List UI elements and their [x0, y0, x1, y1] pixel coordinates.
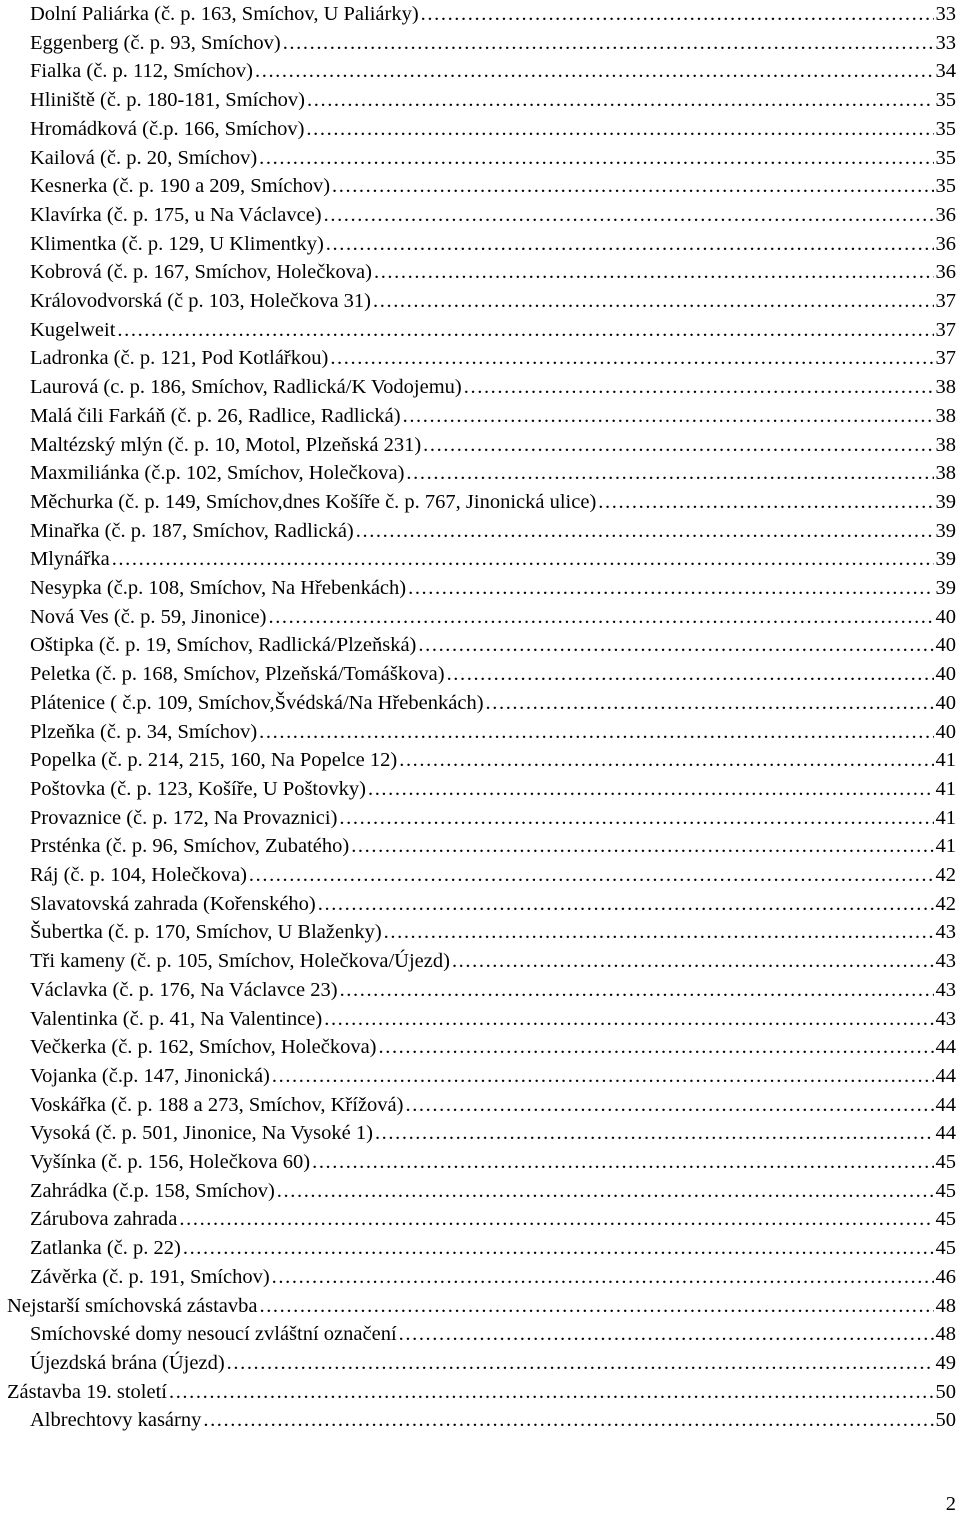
toc-entry[interactable]	[30, 804, 956, 833]
toc-entry-title: Mlynářka	[30, 548, 110, 571]
toc-entry-title: Minařka (č. p. 187, Smíchov, Radlická)	[30, 519, 354, 542]
toc-entry-title: Zástavba 19. století	[7, 1380, 167, 1403]
toc-entry-title: Nesypka (č.p. 108, Smíchov, Na Hřebenkách)	[30, 577, 407, 599]
toc-entry-page: 44	[935, 1036, 956, 1059]
toc-entry[interactable]	[30, 1205, 956, 1234]
toc-entry-title: Slavatovská zahrada (Kořenského)	[30, 892, 316, 915]
toc-dot-leader	[272, 1062, 934, 1091]
toc-entry[interactable]	[30, 574, 956, 603]
toc-dot-leader	[183, 1234, 934, 1263]
toc-entry-title: Zahrádka (č.p. 158, Smíchov)	[30, 1179, 275, 1202]
toc-entry[interactable]	[30, 1005, 956, 1034]
toc-entry[interactable]	[30, 402, 956, 431]
toc-entry[interactable]	[30, 832, 956, 861]
toc-dot-leader	[259, 1292, 933, 1321]
toc-entry-title: Ladronka (č. p. 121, Pod Kotlářkou)	[30, 347, 329, 370]
toc-dot-leader	[356, 517, 934, 546]
toc-dot-leader	[272, 1263, 934, 1292]
toc-entry-page: 43	[935, 978, 956, 1001]
toc-entry-title: Večkerka (č. p. 162, Smíchov, Holečkova)	[30, 1036, 377, 1059]
toc-entry-title: Provaznice (č. p. 172, Na Provaznici)	[30, 806, 338, 829]
toc-entry[interactable]	[30, 660, 956, 689]
toc-entry[interactable]	[30, 1091, 956, 1120]
toc-entry-page: 35	[935, 117, 956, 140]
toc-dot-leader	[227, 1349, 934, 1378]
toc-entry-title: Kailová (č. p. 20, Smíchov)	[30, 146, 258, 169]
toc-entry-title: Nejstarší smíchovská zástavba	[7, 1294, 258, 1317]
toc-entry-title: Popelka (č. p. 214, 215, 160, Na Popelce 12)	[30, 749, 398, 772]
toc-entry-title: Poštovka (č. p. 123, Košíře, U Poštovky)	[30, 777, 366, 800]
toc-dot-leader	[375, 1119, 934, 1148]
toc-entry[interactable]	[30, 287, 956, 316]
toc-entry-title: Vojanka (č.p. 147, Jinonická)	[30, 1064, 270, 1087]
toc-entry-page: 48	[935, 1323, 956, 1346]
toc-dot-leader	[268, 603, 933, 632]
toc-entry-page: 34	[935, 60, 956, 83]
toc-dot-leader	[368, 775, 934, 804]
toc-entry-title: Měchurka (č. p. 149, Smíchov,dnes Košíře č. p. 767, Jinonická ulice)	[30, 490, 597, 513]
toc-entry-page: 40	[935, 663, 956, 686]
toc-dot-leader	[203, 1406, 933, 1435]
toc-dot-leader	[373, 287, 933, 316]
toc-dot-leader	[283, 29, 934, 58]
toc-entry-title: Eggenberg (č. p. 93, Smíchov)	[30, 31, 281, 54]
toc-entry[interactable]	[30, 746, 956, 775]
toc-dot-leader	[324, 201, 934, 230]
toc-dot-leader	[399, 1320, 934, 1349]
toc-entry-page: 39	[935, 577, 956, 599]
toc-entry-title: Újezdská brána (Újezd)	[30, 1351, 225, 1374]
toc-entry-page: 44	[935, 1093, 956, 1116]
toc-entry-page: 35	[935, 89, 956, 112]
toc-dot-leader	[405, 1091, 933, 1120]
toc-entry[interactable]	[30, 976, 956, 1005]
toc-entry[interactable]	[30, 1263, 956, 1292]
toc-entry-page: 38	[935, 376, 956, 399]
toc-dot-leader	[379, 1033, 934, 1062]
page-number: 2	[945, 1493, 956, 1515]
toc-dot-leader	[464, 373, 934, 402]
toc-dot-leader	[277, 1177, 934, 1206]
toc-entry[interactable]	[30, 201, 956, 230]
toc-entry[interactable]	[30, 316, 956, 345]
toc-dot-leader	[399, 746, 933, 775]
toc-entry[interactable]	[30, 603, 956, 632]
toc-dot-leader	[403, 402, 934, 431]
toc-entry-page: 41	[935, 749, 956, 772]
toc-entry-title: Peletka (č. p. 168, Smíchov, Plzeňská/Tomáškova)	[30, 663, 445, 686]
toc-entry-page: 38	[935, 433, 956, 456]
toc-entry-page: 40	[935, 634, 956, 657]
toc-entry-page: 38	[935, 404, 956, 427]
toc-dot-leader	[117, 316, 933, 345]
toc-entry-title: Kobrová (č. p. 167, Smíchov, Holečkova)	[30, 261, 372, 284]
toc-entry-page: 49	[935, 1351, 956, 1374]
toc-entry-page: 42	[935, 892, 956, 915]
toc-entry[interactable]	[30, 258, 956, 287]
toc-dot-leader	[452, 947, 934, 976]
toc-entry-title: Hromádková (č.p. 166, Smíchov)	[30, 117, 305, 140]
toc-entry[interactable]	[30, 947, 956, 976]
toc-entry-title: Laurová (c. p. 186, Smíchov, Radlická/K Vodojemu)	[30, 376, 462, 399]
toc-dot-leader	[326, 230, 934, 259]
toc-entry[interactable]	[30, 631, 956, 660]
toc-entry-title: Plátenice ( č.p. 109, Smíchov,Švédská/Na Hřebenkách)	[30, 691, 484, 714]
toc-entry-page: 41	[935, 806, 956, 829]
toc-entry-page: 37	[935, 347, 956, 370]
toc-entry[interactable]	[30, 0, 956, 29]
toc-entry[interactable]	[30, 431, 956, 460]
toc-entry-title: Valentinka (č. p. 41, Na Valentince)	[30, 1007, 323, 1030]
toc-entry-title: Vysoká (č. p. 501, Jinonice, Na Vysoké 1)	[30, 1122, 373, 1145]
toc-entry-page: 41	[935, 777, 956, 800]
toc-entry[interactable]	[30, 517, 956, 546]
toc-dot-leader	[307, 86, 933, 115]
toc-entry-title: Smíchovské domy nesoucí zvláštní označení	[30, 1323, 397, 1346]
toc-entry[interactable]	[30, 1033, 956, 1062]
toc-entry-page: 36	[935, 232, 956, 255]
toc-entry-page: 33	[935, 3, 956, 25]
toc-entry-title: Zatlanka (č. p. 22)	[30, 1237, 181, 1260]
toc-entry-page: 42	[935, 864, 956, 886]
toc-entry[interactable]	[30, 890, 956, 919]
toc-entry-title: Prsténka (č. p. 96, Smíchov, Zubatého)	[30, 835, 350, 858]
toc-entry-page: 35	[935, 146, 956, 169]
toc-entry-page: 40	[935, 691, 956, 714]
toc-entry[interactable]	[30, 115, 956, 144]
toc-dot-leader	[447, 660, 934, 689]
toc-entry[interactable]	[30, 1177, 956, 1206]
toc-entry-page: 48	[935, 1294, 956, 1317]
toc-entry-title: Kesnerka (č. p. 190 a 209, Smíchov)	[30, 175, 331, 198]
toc-entry-title: Zárubova zahrada	[30, 1208, 178, 1231]
toc-entry-page: 44	[935, 1122, 956, 1145]
toc-entry-title: Dolní Paliárka (č. p. 163, Smíchov, U Paliárky)	[30, 3, 419, 25]
toc-entry-page: 45	[935, 1151, 956, 1173]
toc-entry-page: 36	[935, 261, 956, 284]
toc-entry-title: Vyšínka (č. p. 156, Holečkova 60)	[30, 1151, 311, 1173]
toc-entry-title: Šubertka (č. p. 170, Smíchov, U Blaženky)	[30, 921, 382, 944]
toc-entry-title: Maltézský mlýn (č. p. 10, Motol, Plzeňská 231)	[30, 433, 422, 456]
toc-dot-leader	[384, 918, 934, 947]
toc-dot-leader	[339, 804, 933, 833]
toc-entry-title: Závěrka (č. p. 191, Smíchov)	[30, 1265, 270, 1288]
toc-entry-title: Ráj (č. p. 104, Holečkova)	[30, 864, 247, 886]
toc-entry[interactable]	[30, 373, 956, 402]
toc-dot-leader	[312, 1148, 933, 1177]
toc-entry-page: 44	[935, 1064, 956, 1087]
toc-entry[interactable]	[30, 861, 956, 890]
toc-entry-page: 39	[935, 548, 956, 571]
toc-entry-page: 45	[935, 1179, 956, 1202]
toc-entry-title: Kugelweit	[30, 318, 116, 341]
toc-entry[interactable]	[30, 718, 956, 747]
toc-entry-page: 45	[935, 1208, 956, 1231]
toc-entry[interactable]	[30, 144, 956, 173]
toc-dot-leader	[374, 258, 934, 287]
toc-entry-page: 50	[935, 1380, 956, 1403]
toc-entry[interactable]	[30, 689, 956, 718]
toc-dot-leader	[259, 718, 933, 747]
toc-entry[interactable]	[30, 1119, 956, 1148]
toc-dot-leader	[423, 431, 933, 460]
toc-dot-leader	[324, 1005, 933, 1034]
toc-entry-title: Albrechtovy kasárny	[30, 1409, 202, 1432]
toc-entry-page: 45	[935, 1237, 956, 1260]
toc-entry[interactable]	[30, 488, 956, 517]
toc-entry[interactable]	[30, 172, 956, 201]
toc-entry-title: Voskářka (č. p. 188 a 273, Smíchov, Křížová)	[30, 1093, 404, 1116]
toc-dot-leader	[408, 574, 933, 603]
toc-dot-leader	[406, 459, 933, 488]
toc-entry-page: 46	[935, 1265, 956, 1288]
toc-entry[interactable]	[30, 545, 956, 574]
toc-entry[interactable]	[30, 86, 956, 115]
toc-entry-page: 38	[935, 462, 956, 485]
toc-entry[interactable]	[30, 230, 956, 259]
toc-entry-title: Oštipka (č. p. 19, Smíchov, Radlická/Plzeňská)	[30, 634, 417, 657]
toc-dot-leader	[255, 57, 934, 86]
toc-entry-title: Klimentka (č. p. 129, U Klimentky)	[30, 232, 324, 255]
toc-entry-page: 43	[935, 1007, 956, 1030]
toc-entry-page: 50	[935, 1409, 956, 1432]
toc-entry-title: Klavírka (č. p. 175, u Na Václavce)	[30, 203, 322, 226]
toc-dot-leader	[340, 976, 934, 1005]
toc-dot-leader	[112, 545, 934, 574]
toc-dot-leader	[179, 1205, 933, 1234]
toc-dot-leader	[421, 0, 934, 29]
toc-entry-page: 37	[935, 290, 956, 312]
toc-entry[interactable]	[30, 344, 956, 373]
toc-entry[interactable]	[30, 1148, 956, 1177]
toc-entry[interactable]	[30, 29, 956, 58]
toc-dot-leader	[259, 144, 933, 173]
toc-section-entry[interactable]	[7, 1378, 956, 1407]
toc-dot-leader	[249, 861, 934, 890]
toc-entry[interactable]	[30, 775, 956, 804]
toc-dot-leader	[169, 1378, 934, 1407]
toc-entry-title: Fialka (č. p. 112, Smíchov)	[30, 60, 253, 83]
toc-dot-leader	[318, 890, 934, 919]
toc-entry-page: 39	[935, 490, 956, 513]
toc-entry-page: 43	[935, 921, 956, 944]
toc-entry-page: 39	[935, 519, 956, 542]
toc-entry[interactable]	[30, 1349, 956, 1378]
toc-entry-page: 43	[935, 950, 956, 973]
toc-entry[interactable]	[30, 1320, 956, 1349]
toc-dot-leader	[598, 488, 933, 517]
toc-entry-page: 37	[935, 318, 956, 341]
toc-dot-leader	[486, 689, 934, 718]
toc-entry-title: Nová Ves (č. p. 59, Jinonice)	[30, 605, 267, 628]
toc-dot-leader	[351, 832, 933, 861]
toc-entry[interactable]	[30, 459, 956, 488]
toc-entry-page: 40	[935, 605, 956, 628]
toc-entry[interactable]	[30, 1062, 956, 1091]
toc-dot-leader	[418, 631, 933, 660]
toc-entry[interactable]	[30, 1406, 956, 1435]
toc-section-entry[interactable]	[7, 1292, 956, 1321]
toc-entry-title: Královodvorská (č p. 103, Holečkova 31)	[30, 290, 372, 312]
toc-entry-page: 40	[935, 720, 956, 743]
toc-entry[interactable]	[30, 57, 956, 86]
toc-dot-leader	[306, 115, 933, 144]
toc-entry[interactable]	[30, 1234, 956, 1263]
toc-entry-title: Malá čili Farkáň (č. p. 26, Radlice, Radlická)	[30, 404, 401, 427]
toc-dot-leader	[330, 344, 933, 373]
toc-entry-page: 35	[935, 175, 956, 198]
toc-entry-page: 41	[935, 835, 956, 858]
toc-entry-title: Maxmiliánka (č.p. 102, Smíchov, Holečkova)	[30, 462, 405, 485]
toc-entry[interactable]	[30, 918, 956, 947]
toc-entry-title: Tři kameny (č. p. 105, Smíchov, Holečkova/Újezd)	[30, 950, 450, 973]
toc-entry-title: Hliniště (č. p. 180-181, Smíchov)	[30, 89, 306, 112]
toc-entry-page: 33	[935, 31, 956, 54]
toc-entry-title: Plzeňka (č. p. 34, Smíchov)	[30, 720, 258, 743]
toc-entry-page: 36	[935, 203, 956, 226]
toc-entry-title: Václavka (č. p. 176, Na Václavce 23)	[30, 978, 338, 1001]
toc-dot-leader	[332, 172, 933, 201]
